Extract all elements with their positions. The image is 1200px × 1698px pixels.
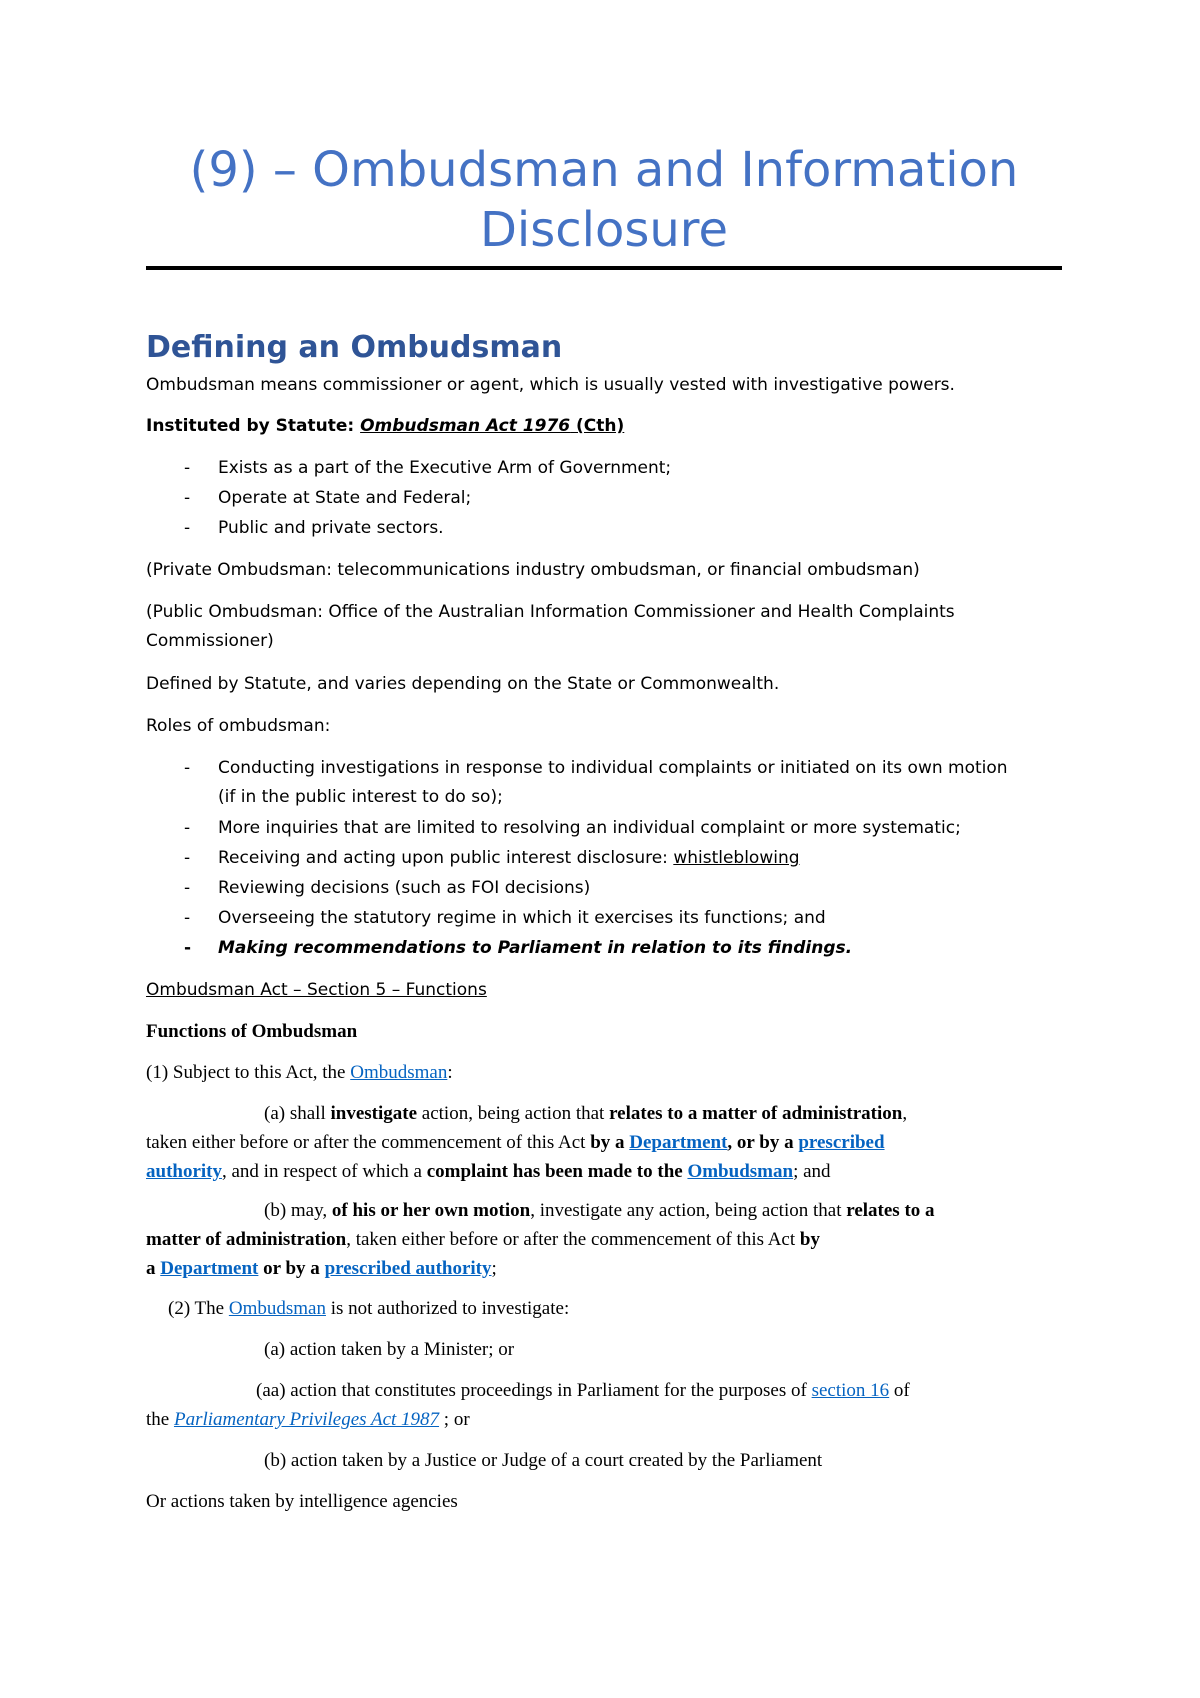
subsection-1: (1) Subject to this Act, the Ombudsman:: [146, 1062, 453, 1083]
paragraph-1b: (b) may, of his or her own motion, investigate any action, being action that relates to a matter of administration, taken either before or after the commencement of this Act by a Department or by a prescribed authority;: [146, 1200, 935, 1279]
list-item: - Receiving and acting upon public interest disclosure: whistleblowing: [184, 848, 800, 868]
defined-by-statute-text: Defined by Statute, and varies depending on the State or Commonwealth.: [146, 674, 780, 694]
list-item: - Making recommendations to Parliament in relation to its findings.: [184, 938, 853, 958]
list-item: - Operate at State and Federal;: [184, 488, 472, 508]
section-reference: Ombudsman Act – Section 5 – Functions: [146, 980, 487, 1000]
list-item: - Public and private sectors.: [184, 518, 444, 538]
list-item: - Conducting investigations in response to individual complaints or initiated on its own motion (if in the public interest to do so);: [184, 758, 1008, 807]
instituted-jurisdiction: (Cth): [570, 416, 625, 436]
instituted-label: Instituted by Statute:: [146, 416, 361, 436]
instituted-act: Ombudsman Act 1976: [360, 416, 571, 436]
ombudsman-link[interactable]: Ombudsman: [228, 1298, 326, 1319]
list-item: - Reviewing decisions (such as FOI decisions): [184, 878, 591, 898]
section-heading: Defining an Ombudsman: [146, 330, 563, 365]
paragraph-2a: (a) action taken by a Minister; or: [264, 1339, 515, 1360]
private-ombudsman-note: (Private Ombudsman: telecommunications industry ombudsman, or financial ombudsman): [146, 560, 920, 580]
parliamentary-privileges-act-link[interactable]: Parliamentary Privileges Act 1987: [173, 1409, 440, 1430]
paragraph-2b: (b) action taken by a Justice or Judge of a court created by the Parliament: [264, 1450, 823, 1471]
paragraph-1a: (a) shall investigate action, being action that relates to a matter of administration, taken either before or after the commencement of this Act by a Department, or by a prescribed authority, and in respect of which a complaint has been made to the Ombudsman; and: [146, 1103, 908, 1182]
roles-intro: Roles of ombudsman:: [146, 716, 331, 736]
ombudsman-link[interactable]: Ombudsman: [350, 1062, 448, 1083]
definition-text: Ombudsman means commissioner or agent, which is usually vested with investigative powers.: [146, 375, 955, 395]
list-item: - Exists as a part of the Executive Arm of Government;: [184, 458, 672, 478]
public-ombudsman-note: (Public Ombudsman: Office of the Australian Information Commissioner and Health Complaints Commissioner): [146, 602, 955, 651]
title-line-1: (9) – Ombudsman and Information: [189, 142, 1019, 198]
subsection-2: (2) The Ombudsman is not authorized to investigate:: [168, 1298, 570, 1319]
instituted-line: [146, 412, 1062, 441]
department-link[interactable]: Department: [160, 1258, 259, 1279]
title-line-2: Disclosure: [479, 202, 729, 258]
ombudsman-link[interactable]: Ombudsman: [687, 1161, 794, 1182]
functions-heading: Functions of Ombudsman: [146, 1021, 358, 1042]
title-underline-rule: [146, 266, 1062, 270]
whistleblowing-link[interactable]: whistleblowing: [673, 848, 800, 868]
prescribed-authority-link[interactable]: prescribed: [798, 1132, 885, 1153]
department-link[interactable]: Department: [629, 1132, 728, 1153]
prescribed-authority-link[interactable]: prescribed authority: [324, 1258, 492, 1279]
list-item: - More inquiries that are limited to resolving an individual complaint or more systematic;: [184, 818, 961, 838]
document-title: [146, 140, 1062, 260]
closing-text: Or actions taken by intelligence agencies: [146, 1491, 458, 1512]
prescribed-authority-link[interactable]: authority: [146, 1161, 222, 1182]
paragraph-2aa: (aa) action that constitutes proceedings in Parliament for the purposes of section 16 of the Parliamentary Privileges Act 1987 ; or: [146, 1380, 910, 1430]
list-item: - Overseeing the statutory regime in which it exercises its functions; and: [184, 908, 826, 928]
section-16-link[interactable]: section 16: [811, 1380, 890, 1401]
